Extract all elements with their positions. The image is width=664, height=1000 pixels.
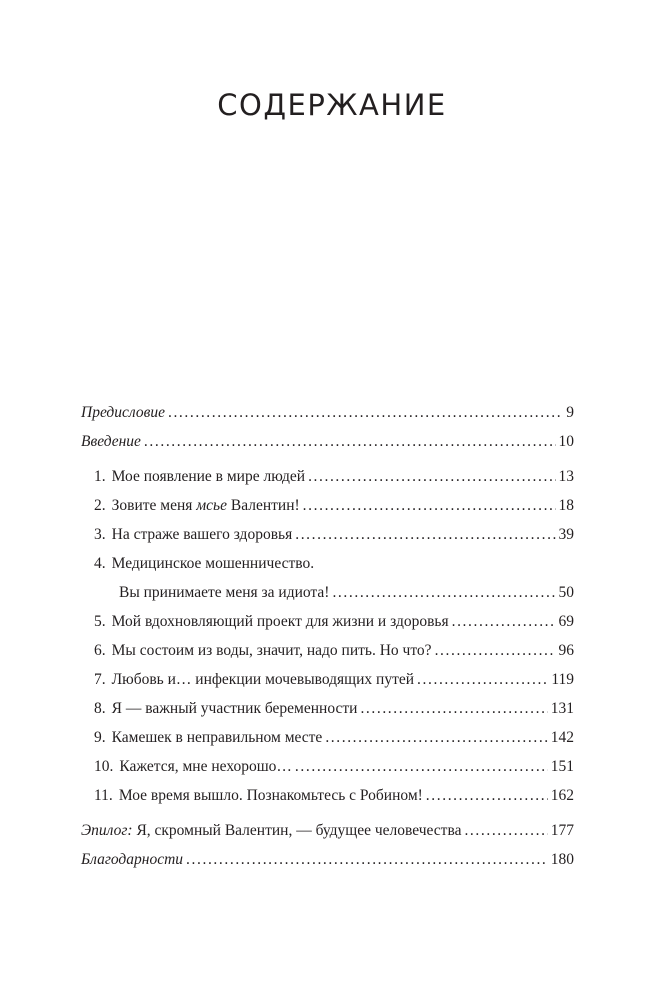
toc-entry-introduction[interactable] <box>81 427 574 456</box>
chapter-number: 10. <box>94 758 114 775</box>
toc-page-number: 142 <box>550 729 574 746</box>
dot-leader <box>464 816 547 845</box>
toc-entry-preface[interactable] <box>81 398 574 427</box>
chapter-title-part: Валентин! <box>227 497 300 514</box>
toc-entry-chapter-9[interactable] <box>81 723 574 752</box>
dot-leader <box>308 462 555 491</box>
toc-page-number: 18 <box>558 497 574 514</box>
chapter-title: Мы состоим из воды, значит, надо пить. Но что? <box>111 642 432 659</box>
dot-leader <box>452 607 556 636</box>
chapter-number: 6. <box>94 642 106 659</box>
toc-entry-chapter-2[interactable] <box>81 491 574 520</box>
toc-entry-chapter-10[interactable] <box>81 752 574 781</box>
toc-title <box>94 607 449 636</box>
toc-entry-chapter-5[interactable] <box>81 607 574 636</box>
dot-leader <box>417 665 548 694</box>
toc-page-number: 119 <box>551 671 574 688</box>
toc-title <box>94 781 423 810</box>
chapter-number: 5. <box>94 613 106 630</box>
chapter-title: Мой вдохновляющий проект для жизни и здоровья <box>111 613 449 630</box>
toc-title <box>94 462 305 491</box>
dot-leader <box>332 578 555 607</box>
chapter-number: 11. <box>94 787 113 804</box>
chapter-title: Камешек в неправильном месте <box>111 729 323 746</box>
dot-leader <box>295 752 548 781</box>
toc-title: Благодарности <box>81 851 184 868</box>
toc-entry-chapter-3[interactable] <box>81 520 574 549</box>
toc-entry-chapter-7[interactable] <box>81 665 574 694</box>
toc-title <box>94 665 414 694</box>
chapter-title-part: Зовите меня <box>111 497 197 514</box>
toc-page-number: 151 <box>550 758 574 775</box>
dot-leader <box>325 723 547 752</box>
toc-page-number: 9 <box>566 404 574 421</box>
toc-title <box>94 520 292 549</box>
dot-leader <box>295 520 555 549</box>
toc-title <box>81 816 461 845</box>
toc-entry-chapter-11[interactable] <box>81 781 574 810</box>
toc-title <box>94 491 300 520</box>
toc-page-number: 131 <box>550 700 574 717</box>
toc-page-number: 50 <box>558 584 574 601</box>
dot-leader <box>168 398 563 427</box>
toc-title: Введение <box>81 433 141 450</box>
chapter-title-emphasis: мсье <box>196 497 227 514</box>
table-of-contents <box>81 398 574 874</box>
chapter-title: Мое появление в мире людей <box>111 468 306 485</box>
toc-title <box>94 636 432 665</box>
toc-page-number: 177 <box>550 822 574 839</box>
chapter-title: На страже вашего здоровья <box>111 526 293 543</box>
toc-entry-chapter-4-line-2[interactable] <box>81 578 574 607</box>
chapter-number: 8. <box>94 700 106 717</box>
toc-entry-epilogue[interactable] <box>81 816 574 845</box>
toc-page-number: 180 <box>550 851 574 868</box>
chapter-title: Мое время вышло. Познакомьтесь с Робином! <box>118 787 423 804</box>
chapter-title: Медицинское мошенничество. <box>111 555 315 572</box>
chapter-number: 7. <box>94 671 106 688</box>
chapter-title: Кажется, мне нехорошо… <box>119 758 292 775</box>
toc-entry-chapter-1[interactable] <box>81 462 574 491</box>
epilogue-label: Эпилог: <box>81 822 133 839</box>
toc-entry-chapter-4-line-1[interactable] <box>81 549 574 578</box>
epilogue-title: Я, скромный Валентин, — будущее человечества <box>132 822 462 839</box>
chapter-number: 3. <box>94 526 106 543</box>
toc-page-number: 39 <box>558 526 574 543</box>
toc-title <box>94 723 322 752</box>
toc-title <box>94 549 314 578</box>
chapter-title: Я — важный участник беременности <box>111 700 358 717</box>
toc-page-number: 13 <box>558 468 574 485</box>
dot-leader <box>435 636 556 665</box>
chapter-number: 2. <box>94 497 106 514</box>
toc-entry-chapter-8[interactable] <box>81 694 574 723</box>
dot-leader <box>360 694 547 723</box>
toc-page-number: 10 <box>558 433 574 450</box>
page-title: СОДЕРЖАНИЕ <box>217 88 447 122</box>
toc-page-number: 96 <box>558 642 574 659</box>
toc-title <box>94 752 292 781</box>
toc-title: Предисловие <box>81 404 165 421</box>
toc-page-number: 69 <box>558 613 574 630</box>
chapter-number: 4. <box>94 555 106 572</box>
toc-page-number: 162 <box>550 787 574 804</box>
chapter-number: 1. <box>94 468 106 485</box>
dot-leader <box>426 781 548 810</box>
toc-entry-acknowledgements[interactable] <box>81 845 574 874</box>
chapter-title: Любовь и… инфекции мочевыводящих путей <box>111 671 415 688</box>
chapter-title-continuation: Вы принимаете меня за идиота! <box>119 584 330 601</box>
dot-leader <box>186 845 548 874</box>
toc-title <box>94 694 357 723</box>
toc-entry-chapter-6[interactable] <box>81 636 574 665</box>
dot-leader <box>303 491 556 520</box>
chapter-number: 9. <box>94 729 106 746</box>
dot-leader <box>144 427 556 456</box>
